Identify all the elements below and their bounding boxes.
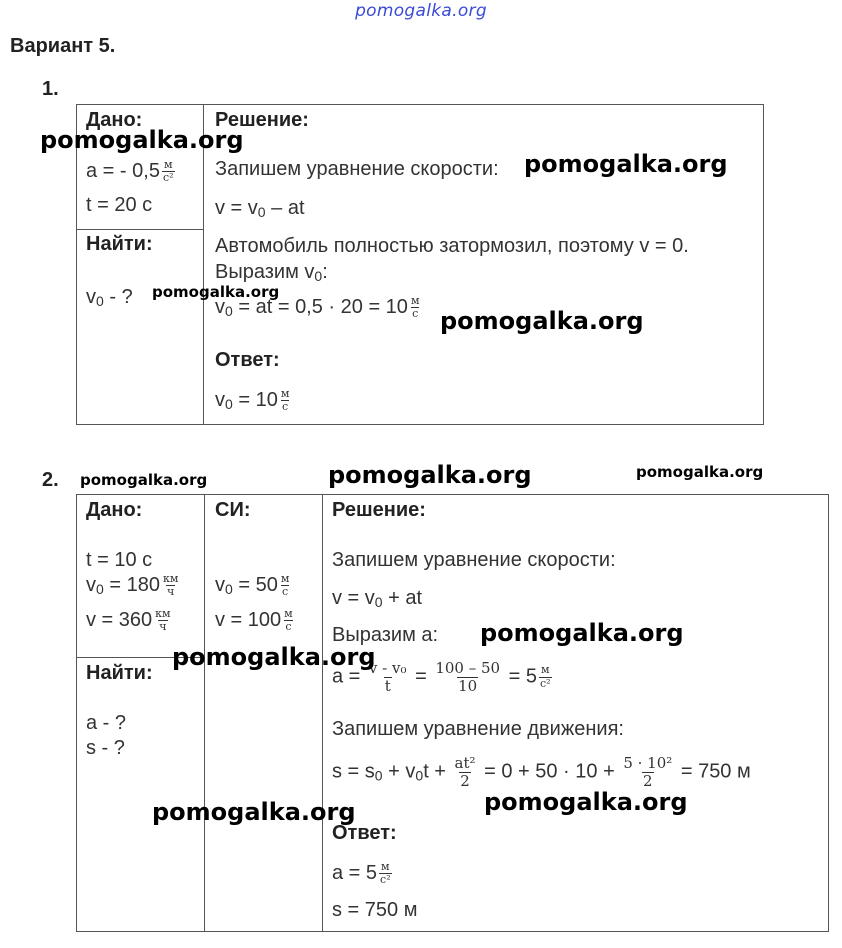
sub: 0 — [314, 268, 323, 284]
t: v — [215, 389, 225, 411]
task2-given-header: Дано: — [86, 499, 143, 521]
equals-sign: = — [415, 665, 427, 688]
t: v — [215, 574, 225, 596]
frac-at2-2 — [454, 755, 477, 789]
t: = 10 — [232, 389, 278, 411]
t: v = 360 — [86, 609, 153, 631]
frac-den: t — [384, 676, 391, 695]
unit-ms — [280, 388, 291, 413]
watermark: pomogalka.org — [152, 798, 356, 826]
frac-num: 100 – 50 — [435, 659, 501, 677]
unit-kmh — [154, 608, 171, 633]
unit-num: м — [280, 572, 290, 586]
unit-num: м — [163, 158, 173, 172]
unit-den: ч — [159, 620, 167, 634]
t: : — [322, 261, 328, 283]
task1-solution-header: Решение: — [215, 109, 309, 131]
task2-table — [76, 494, 829, 932]
t: + at — [382, 587, 423, 609]
unit-num: м — [410, 294, 420, 308]
watermark: pomogalka.org — [484, 788, 688, 816]
sub: 0 — [374, 594, 383, 610]
task1-given-a — [86, 159, 177, 184]
unit-kmh — [162, 573, 179, 598]
task2-si-v — [215, 608, 296, 633]
frac-num: at² — [454, 754, 476, 772]
t: = 0 + 50 · 10 + — [484, 760, 615, 783]
unit-ms2 — [539, 664, 552, 689]
unit-den: с² — [162, 171, 174, 185]
task1-number: 1. — [42, 78, 59, 100]
sub: 0 — [96, 581, 104, 597]
frac-100-50-10 — [434, 660, 501, 694]
unit-den: с — [285, 620, 292, 634]
task2-answer-s: s = 750 м — [332, 899, 418, 921]
frac-den: 10 — [458, 676, 478, 695]
task1-answer-header: Ответ: — [215, 349, 280, 371]
t: v = 100 — [215, 609, 282, 631]
task1-line2: Автомобиль полностью затормозил, поэтому v = 0. — [215, 235, 689, 257]
frac-5-10-2 — [622, 755, 673, 789]
unit-ms2 — [379, 861, 392, 886]
unit-num: м — [280, 387, 290, 401]
task1-find-header: Найти: — [86, 233, 153, 255]
unit-ms — [410, 295, 421, 320]
sub: 0 — [257, 204, 266, 220]
task1-answer — [215, 388, 292, 413]
task2-find-a: a - ? — [86, 712, 127, 734]
task2-solution-header: Решение: — [332, 499, 426, 521]
task2-si-header: СИ: — [215, 499, 251, 521]
watermark: pomogalka.org — [480, 619, 684, 647]
task2-find-s: s - ? — [86, 737, 125, 759]
unit-den: с — [412, 307, 419, 321]
t: = 5 — [508, 665, 537, 688]
t: a = 5 — [332, 862, 378, 884]
task2-given-v0 — [86, 573, 181, 598]
task2-col-divider-1 — [204, 495, 205, 931]
task1-given-t: t = 20 с — [86, 194, 153, 216]
frac-num: v - v₀ — [368, 659, 407, 677]
watermark: pomogalka.org — [524, 150, 728, 178]
unit-ms — [283, 608, 294, 633]
unit-den: с — [282, 400, 289, 414]
t: Выразим v — [215, 261, 315, 283]
task2-si-v0 — [215, 573, 292, 598]
watermark: pomogalka.org — [80, 471, 208, 489]
task2-eq1 — [332, 586, 422, 611]
site-header-link[interactable]: pomogalka.org — [355, 1, 487, 21]
t: v = v — [332, 587, 375, 609]
sub: 0 — [374, 767, 383, 784]
unit-num: м — [284, 607, 293, 621]
t: a = — [332, 665, 361, 688]
task2-line3: Запишем уравнение движения: — [332, 718, 624, 740]
watermark: pomogalka.org — [328, 461, 532, 489]
t: = 180 — [103, 574, 160, 596]
variant-title: Вариант 5. — [10, 35, 116, 57]
unit-den: с² — [540, 676, 551, 690]
task1-given-a-unit — [162, 159, 175, 184]
t: – at — [265, 197, 305, 219]
task2-find-header: Найти: — [86, 662, 153, 684]
task2-col-divider-2 — [322, 495, 323, 931]
t: + v — [382, 760, 416, 783]
unit-den: ч — [167, 585, 175, 599]
watermark: pomogalka.org — [172, 643, 376, 671]
task1-line1: Запишем уравнение скорости: — [215, 158, 499, 180]
sub: 0 — [415, 767, 424, 784]
task1-given-divider — [77, 229, 203, 230]
t: v = v — [215, 197, 258, 219]
task2-given-v — [86, 608, 174, 633]
frac-num: 5 · 10² — [623, 754, 673, 772]
task2-answer-a — [332, 861, 394, 886]
t: s = s — [332, 760, 375, 783]
task1-find-v0 — [86, 285, 133, 310]
t: t + — [423, 760, 446, 783]
t: v — [86, 574, 96, 596]
task2-given-t: t = 10 с — [86, 549, 153, 571]
task2-answer-header: Ответ: — [332, 822, 397, 844]
task2-eq3 — [332, 755, 751, 789]
task2-number: 2. — [42, 469, 59, 491]
unit-num: м — [381, 860, 390, 874]
sub: 0 — [225, 396, 233, 412]
unit-num: км — [162, 572, 179, 586]
unit-den: с² — [380, 873, 391, 887]
unit-den: с — [282, 585, 289, 599]
frac-den: 2 — [643, 771, 653, 790]
t: - ? — [103, 286, 133, 308]
task1-line3 — [215, 260, 328, 285]
sub: 0 — [225, 581, 233, 597]
unit-ms — [280, 573, 291, 598]
t: = 50 — [232, 574, 278, 596]
frac-den: 2 — [460, 771, 470, 790]
task2-line2: Выразим a: — [332, 624, 439, 646]
task1-eq1 — [215, 196, 305, 221]
unit-num: км — [155, 607, 171, 621]
watermark: pomogalka.org — [636, 463, 764, 481]
sub: 0 — [225, 303, 233, 319]
task2-line1: Запишем уравнение скорости: — [332, 549, 616, 571]
task1-given-header: Дано: — [86, 109, 143, 131]
watermark: pomogalka.org — [440, 307, 644, 335]
unit-num: м — [541, 663, 550, 677]
watermark: pomogalka.org — [152, 283, 280, 301]
t: = 750 м — [680, 760, 751, 783]
sub: 0 — [96, 293, 104, 309]
task1-given-a-text: a = - 0,5 — [86, 160, 160, 182]
watermark: pomogalka.org — [40, 126, 244, 154]
t: = at = 0,5 · 20 = 10 — [232, 296, 408, 318]
t: v — [215, 296, 225, 318]
t: v — [86, 286, 96, 308]
